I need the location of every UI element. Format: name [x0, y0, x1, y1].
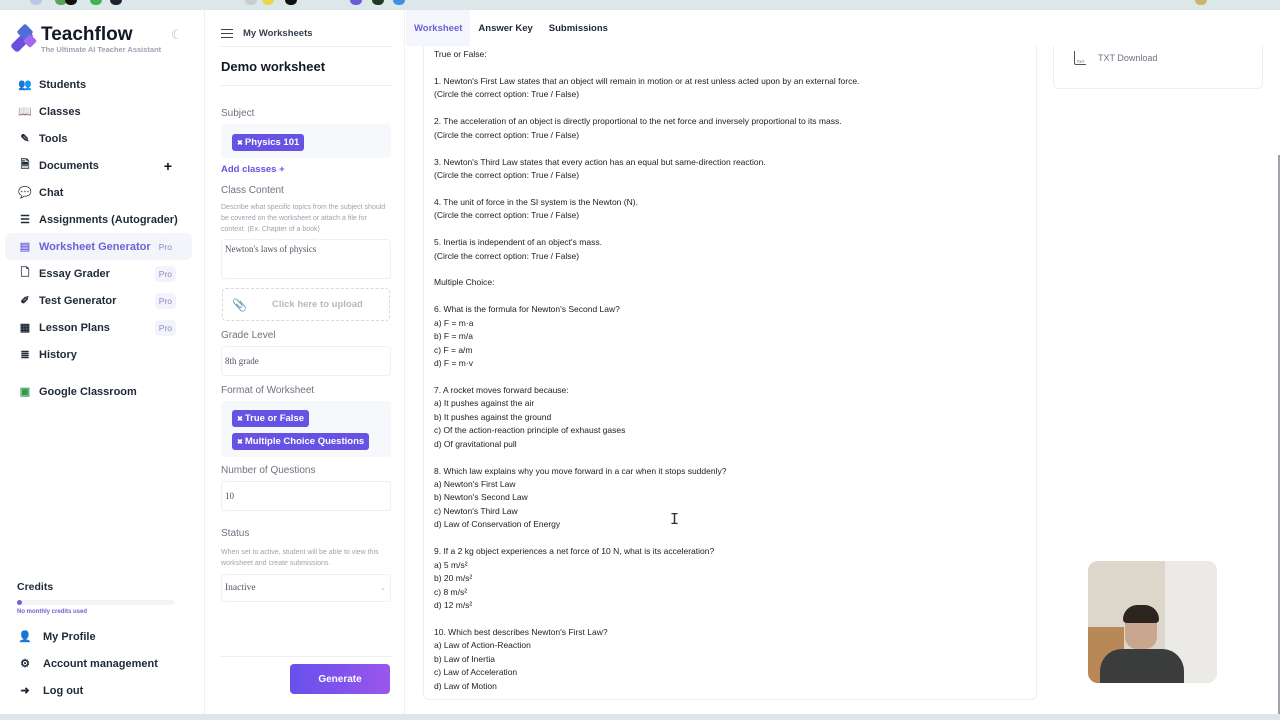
- pro-badge: Pro: [155, 293, 176, 309]
- pro-badge: Pro: [155, 266, 176, 282]
- sidebar-item-label: Essay Grader: [39, 267, 110, 280]
- sidebar-item-label: Chat: [39, 186, 64, 199]
- divider: [220, 656, 392, 657]
- credits-card: [6, 573, 190, 627]
- worksheet-line: 1. Newton's First Law states that an object will remain in motion or at rest unless acted upon by an external force.: [434, 75, 860, 86]
- blank-line: [434, 182, 1026, 195]
- status-value: Inactive: [225, 583, 256, 593]
- format-tag[interactable]: [232, 410, 309, 427]
- sidebar-item-chat[interactable]: [5, 179, 192, 206]
- worksheet-line: a) It pushes against the air: [434, 398, 535, 409]
- class-content-help: Describe what specific topics from the subject should be covered on the worksheet or attach a file for context. (Ex. Chapter of a book): [221, 204, 386, 233]
- worksheet-line: c) F = a/m: [434, 344, 473, 355]
- worksheet-title[interactable]: Demo worksheet: [221, 59, 326, 74]
- edit-icon: ✎: [20, 133, 30, 145]
- sidebar: [0, 10, 205, 714]
- sidebar-item-label: Assignments (Autograder): [39, 213, 178, 226]
- document-icon: 🗎: [20, 159, 30, 171]
- sidebar-nav: [5, 71, 192, 405]
- worksheet-line: d) Law of Motion: [434, 680, 497, 691]
- worksheet-line: b) It pushes against the ground: [434, 411, 552, 422]
- divider: [220, 85, 392, 86]
- worksheet-line: b) Newton's Second Law: [434, 492, 528, 503]
- worksheet-line: True or False:: [434, 49, 487, 59]
- book-icon: 📖: [18, 106, 32, 118]
- credits-progress-bar: [17, 600, 175, 605]
- credits-note: No monthly credits used: [17, 609, 88, 615]
- chat-icon: 💬: [18, 187, 32, 199]
- file-icon: 🗋: [20, 267, 30, 279]
- sidebar-item-label: Test Generator: [39, 294, 117, 307]
- generate-button[interactable]: Generate: [290, 664, 390, 694]
- sidebar-item-label: Tools: [39, 132, 68, 145]
- worksheet-line: c) 8 m/s²: [434, 586, 468, 597]
- my-profile-link[interactable]: [18, 623, 198, 650]
- my-profile-label: My Profile: [43, 630, 96, 643]
- blank-line: [434, 61, 1026, 74]
- grade-level-input[interactable]: 8th grade: [221, 346, 391, 376]
- brand[interactable]: [8, 24, 161, 54]
- worksheet-line: (Circle the correct option: True / False): [434, 169, 580, 180]
- sidebar-item-worksheet-generator[interactable]: [5, 233, 192, 260]
- logout-icon: ➜: [20, 685, 30, 697]
- format-tag[interactable]: [232, 433, 369, 450]
- blank-line: [434, 102, 1026, 115]
- tag-label: Physics 101: [244, 137, 300, 148]
- pro-badge: Pro: [155, 239, 176, 255]
- worksheet-line: (Circle the correct option: True / False): [434, 210, 580, 221]
- os-bottom-bar: [0, 714, 1280, 720]
- tag-label: True or False: [244, 413, 305, 424]
- worksheet-line: d) 12 m/s²: [434, 599, 473, 610]
- status-help: When set to active, student will be able to view this worksheet and create submissions.: [221, 549, 379, 567]
- divider: [220, 46, 392, 47]
- account-management-label: Account management: [43, 657, 158, 670]
- sidebar-item-label: Google Classroom: [39, 385, 137, 398]
- sidebar-item-label: Lesson Plans: [39, 321, 110, 334]
- pen-icon: ✐: [20, 295, 30, 307]
- calendar-icon: ▦: [19, 322, 31, 334]
- sidebar-item-documents[interactable]: [5, 152, 192, 179]
- remove-tag-icon[interactable]: ✖: [237, 439, 243, 446]
- worksheet-line: 3. Newton's Third Law states that every action has an equal but same-direction reaction.: [434, 156, 766, 167]
- num-questions-label: Number of Questions: [221, 465, 316, 476]
- worksheet-line: 9. If a 2 kg object experiences a net force of 10 N, what is its acceleration?: [434, 546, 715, 557]
- worksheet-line: 2. The acceleration of an object is directly proportional to the net force and inversely proportional to its mass.: [434, 116, 842, 127]
- format-select[interactable]: [221, 401, 391, 457]
- worksheet-line: b) Law of Inertia: [434, 653, 495, 664]
- file-upload-dropzone[interactable]: [222, 288, 390, 321]
- sidebar-item-tools[interactable]: [5, 125, 192, 152]
- blank-line: [434, 451, 1026, 464]
- worksheet-line: d) Law of Conservation of Energy: [434, 519, 561, 530]
- worksheet-line: 10. Which best describes Newton's First Law?: [434, 626, 608, 637]
- worksheet-line: (Circle the correct option: True / False): [434, 129, 580, 140]
- blank-line: [434, 532, 1026, 545]
- worksheet-line: 5. Inertia is independent of an object's mass.: [434, 237, 602, 248]
- worksheet-line: a) Newton's First Law: [434, 479, 516, 489]
- blank-line: [434, 142, 1026, 155]
- credits-title: Credits: [17, 581, 54, 593]
- webcam-overlay: [1088, 561, 1217, 683]
- blank-line: [434, 612, 1026, 625]
- brand-tagline: The Ultimate AI Teacher Assistant: [41, 44, 162, 54]
- worksheet-line: 7. A rocket moves forward because:: [434, 384, 569, 395]
- worksheet-icon: ▤: [19, 241, 31, 253]
- worksheet-content[interactable]: [423, 46, 1037, 700]
- format-label: Format of Worksheet: [221, 385, 315, 396]
- user-icon: 👤: [18, 631, 32, 643]
- paperclip-icon: 📎: [232, 297, 247, 312]
- sidebar-item-test-generator[interactable]: [5, 287, 192, 314]
- sidebar-item-classes[interactable]: [5, 98, 192, 125]
- worksheet-line: (Circle the correct option: True / False): [434, 250, 580, 261]
- users-icon: 👥: [18, 79, 32, 91]
- brand-name: Teachflow: [41, 23, 133, 45]
- worksheet-line: a) F = m·a: [434, 317, 474, 328]
- os-top-bar: [0, 0, 1280, 10]
- subject-select[interactable]: [221, 124, 391, 158]
- google-classroom-icon: ▣: [19, 386, 31, 398]
- teachflow-logo-icon: [8, 24, 38, 54]
- text-cursor-icon: I: [670, 510, 680, 528]
- worksheet-line: 6. What is the formula for Newton's Second Law?: [434, 304, 620, 315]
- subject-label: Subject: [221, 108, 255, 119]
- blank-line: [434, 290, 1026, 303]
- chevron-down-icon: ⌄: [380, 584, 386, 592]
- status-select[interactable]: [221, 574, 391, 602]
- sidebar-item-label: Documents: [39, 159, 99, 172]
- add-document-button[interactable]: +: [163, 157, 172, 174]
- sidebar-item-google-classroom[interactable]: [5, 378, 192, 405]
- moon-icon[interactable]: ☾: [171, 27, 183, 42]
- sidebar-item-label: Classes: [39, 105, 81, 118]
- sidebar-item-essay-grader[interactable]: [5, 260, 192, 287]
- my-worksheets-toggle[interactable]: [221, 28, 313, 39]
- worksheet-line: 8. Which law explains why you move forward in a car when it stops suddenly?: [434, 465, 727, 476]
- txt-download-button[interactable]: [1074, 51, 1157, 65]
- blank-line: [434, 263, 1026, 276]
- sidebar-item-students[interactable]: [5, 71, 192, 98]
- worksheet-line: Multiple Choice:: [434, 277, 495, 288]
- list-icon: ☰: [20, 214, 30, 226]
- tag-label: Multiple Choice Questions: [244, 436, 365, 447]
- account-management-link[interactable]: [18, 650, 198, 677]
- view-tabs: [406, 10, 1280, 46]
- remove-tag-icon[interactable]: ✖: [237, 140, 243, 147]
- logout-label: Log out: [43, 684, 84, 697]
- worksheet-line: 4. The unit of force in the SI system is the Newton (N).: [434, 196, 638, 207]
- worksheet-line: c) Of the action-reaction principle of exhaust gases: [434, 425, 626, 436]
- worksheet-settings-panel: [205, 10, 405, 714]
- worksheet-line: d) Of gravitational pull: [434, 438, 517, 449]
- num-questions-input[interactable]: 10: [221, 481, 391, 511]
- worksheet-line: b) 20 m/s²: [434, 573, 473, 584]
- sidebar-item-assignments[interactable]: [5, 206, 192, 233]
- grade-level-label: Grade Level: [221, 330, 276, 341]
- my-worksheets-label: My Worksheets: [243, 28, 313, 39]
- app-window: [0, 10, 1280, 714]
- logout-link[interactable]: [18, 677, 198, 704]
- sidebar-item-label: Students: [39, 78, 87, 91]
- blank-line: [434, 223, 1026, 236]
- worksheet-line: c) Law of Acceleration: [434, 667, 518, 678]
- remove-tag-icon[interactable]: ✖: [237, 416, 243, 423]
- sidebar-item-history[interactable]: [5, 341, 192, 368]
- worksheet-line: d) F = m·v: [434, 358, 473, 369]
- tab-worksheet[interactable]: Worksheet: [406, 10, 470, 46]
- history-list-icon: ≣: [20, 349, 30, 361]
- worksheet-line: a) 5 m/s²: [434, 559, 468, 570]
- pro-badge: Pro: [155, 320, 176, 336]
- sidebar-item-label: Worksheet Generator: [39, 240, 151, 253]
- account-nav: [18, 623, 198, 704]
- hamburger-menu-icon: [221, 29, 233, 38]
- class-content-textarea[interactable]: Newton's laws of physics: [221, 239, 391, 279]
- sidebar-item-label: History: [39, 348, 77, 361]
- status-label: Status: [221, 528, 250, 539]
- worksheet-line: c) Newton's Third Law: [434, 505, 518, 516]
- txt-download-label: TXT Download: [1098, 53, 1158, 63]
- worksheet-line: (Circle the correct option: True / False): [434, 89, 580, 100]
- sidebar-item-lesson-plans[interactable]: [5, 314, 192, 341]
- worksheet-line: b) F = m/a: [434, 331, 473, 342]
- blank-line: [434, 371, 1026, 384]
- worksheet-line: a) Law of Action-Reaction: [434, 640, 531, 651]
- gears-icon: ⚙: [20, 658, 30, 670]
- class-content-label: Class Content: [221, 185, 284, 196]
- upload-label: Click here to upload: [272, 299, 363, 310]
- worksheet-viewer: [406, 10, 1046, 714]
- tab-submissions[interactable]: Submissions: [548, 22, 608, 34]
- add-classes-link[interactable]: Add classes +: [221, 164, 285, 175]
- subject-tag[interactable]: [232, 134, 304, 151]
- txt-file-icon: TXT: [1074, 51, 1086, 65]
- tab-answer-key[interactable]: Answer Key: [478, 22, 533, 34]
